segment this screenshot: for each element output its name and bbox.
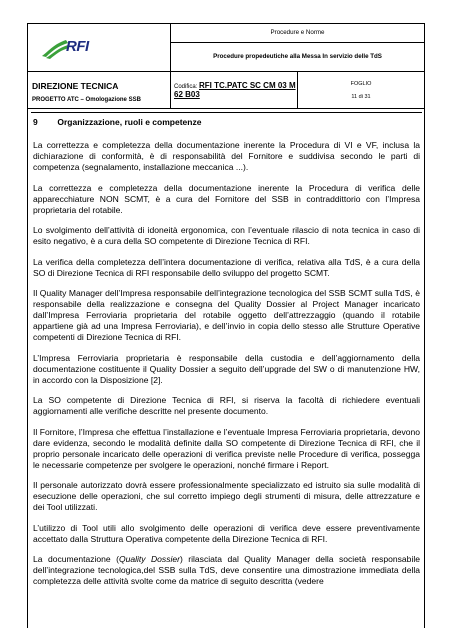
paragraph: L’utilizzo di Tool utili allo svolgimento delle operazioni di verifica deve essere preventivamente accettato dalla Struttura Operativa competente della Direzione Tecnica di RFI. (33, 522, 420, 544)
paragraph: L’Impresa Ferroviaria proprietaria è responsabile della custodia e dell’aggiornamento della documentazione costituente il Quality Dossier a seguito dell’upgrade del SW o di manutenzione HW, in accordo con la Disposizione [2]. (33, 352, 420, 385)
paragraph: La correttezza e completezza della documentazione inerente la Procedura di verifica delle apparecchiature NON SCMT, è a cura del Fornitore del SSB in contraddittorio con l’Impresa proprietaria del rotabile. (33, 182, 420, 215)
logo-cell (28, 24, 171, 72)
code-value: RFI TC.PATC SC CM 03 M 62 B03 (174, 81, 296, 99)
section-divider (31, 112, 422, 113)
paragraph: Il Quality Manager dell’Impresa responsabile dell’integrazione tecnologica del SSB SCMT sulla TdS, è responsabile della realizzazione e consegna del Quality Dossier al Project Manager incaricato dall’Impresa Ferroviaria proprietaria del rotabile oggetto dell’attrezzaggio (quando il rotabile appartiene già ad una Impresa Ferroviaria), e dell’invio in copia dello stesso alle Strutture Operative competenti di Direzione Tecnica di RFI. (33, 288, 420, 342)
paragraph-last (33, 554, 420, 587)
paragraph: Il Fornitore, l’Impresa che effettua l’installazione e l’eventuale Impresa Ferroviaria proprietaria, devono dare evidenza, secondo le modalità definite dalla SO competente di Direzione Tecnica di RFI, che il proprio personale incaricato delle operazioni di verifica previste nelle Procedure di verifica, possegga le necessarie competenze per svolgere le operazioni, nonché firmare i Report. (33, 426, 420, 470)
paragraph: Il personale autorizzato dovrà essere professionalmente specializzato ed istruito sia sulle modalità di esecuzione delle operazioni, che sul corretto impiego degli strumenti di misura, delle attrezzature e dei Tool utilizzati. (33, 480, 420, 512)
code-label: Codifica: (174, 84, 198, 90)
paragraph-text: La documentazione ( (33, 554, 119, 564)
project-subtitle: PROGETTO ATC – Omologazione SSB (32, 97, 141, 103)
doc-category: Procedure e Norme (171, 24, 424, 43)
paragraph: La SO competente di Direzione Tecnica di RFI, si riserva la facoltà di richiedere eventuali aggiornamenti alle verifiche descritte nel presente documento. (33, 395, 420, 416)
sheet-label: FOGLIO (350, 80, 372, 87)
paragraph: Lo svolgimento dell’attività di idoneità ergonomica, con l’eventuale rilascio di nota tecnica in caso di esito negativo, è a cura della SO competente di Direzione Tecnica di RFI. (33, 225, 420, 246)
brand-name: RFI (66, 38, 89, 55)
section-heading (33, 117, 201, 127)
paragraph: La verifica della completezza dell’intera documentazione di verifica, relativa alla TdS, è a cura della SO di Direzione Tecnica di RFI responsabile dello sviluppo del progetto SCMT. (33, 256, 420, 278)
paragraph: La correttezza e completezza della documentazione inerente la Procedura di VI e VF, inclusa la dichiarazione di conformità, è di responsabilità del Fornitore e suddivisa secondo le parti di competenza (segnalamento, installazione meccanica ...). (33, 140, 420, 172)
department-title: DIREZIONE TECNICA (32, 81, 119, 91)
section-number: 9 (33, 117, 38, 127)
department-cell (28, 72, 171, 109)
sheet-cell (298, 72, 425, 109)
document-header (27, 23, 425, 109)
section-body (33, 140, 420, 597)
doc-title: Procedure propedeutiche alla Messa In servizio delle TdS (213, 53, 382, 60)
doc-title-cell (171, 24, 425, 72)
paragraph-text: ) rilasciata dal Quality Manager della società responsabile dell’integrazione tecnologica,del SSB sulla TdS, deve consentire una dimostrazione immediata della completezza delle attività svolte come da matrice di seguito descritta (vedere (33, 554, 420, 586)
sheet-number: 11 di 31 (351, 93, 371, 100)
quality-dossier-term: Quality Dossier (118, 554, 180, 564)
code-cell (171, 72, 298, 109)
section-title: Organizzazione, ruoli e competenze (57, 117, 202, 127)
